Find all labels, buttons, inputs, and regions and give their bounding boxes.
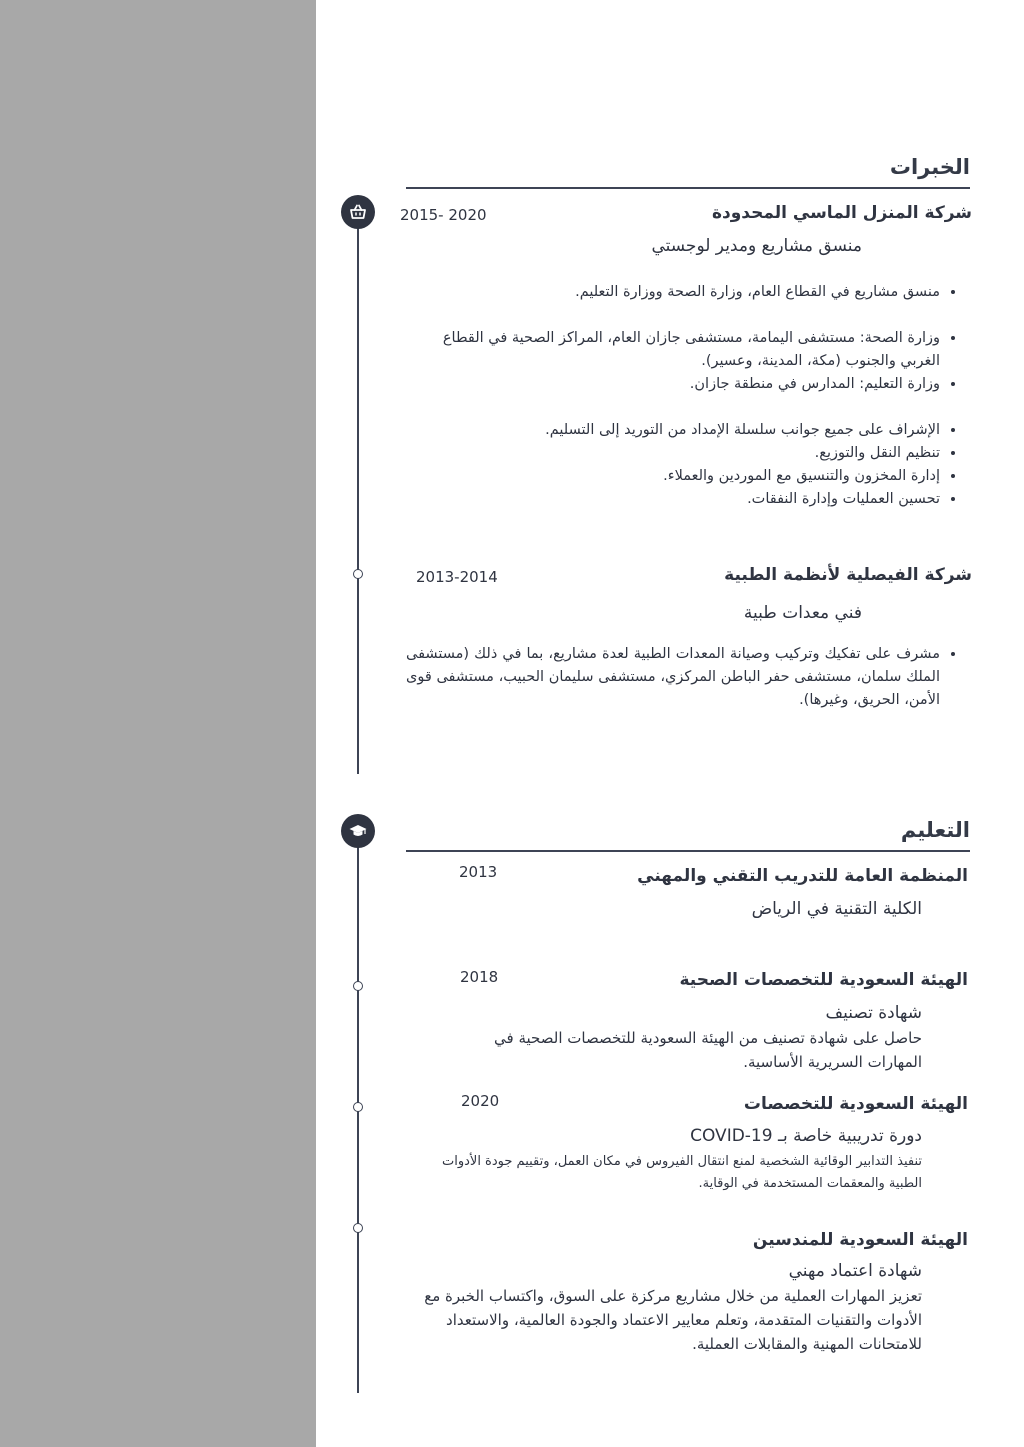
- education-subtitle: شهادة اعتماد مهني: [788, 1261, 922, 1281]
- timeline-dot: [353, 569, 363, 579]
- education-description: حاصل على شهادة تصنيف من الهيئة السعودية للتخصصات الصحية في المهارات السريرية الأساسية.: [494, 1029, 922, 1071]
- job-dates: 2015- 2020: [400, 206, 487, 224]
- graduation-cap-icon: [348, 821, 368, 841]
- experience-timeline: [357, 212, 359, 774]
- timeline-dot: [353, 1102, 363, 1112]
- education-cap-icon: [341, 814, 375, 848]
- shopping-basket-icon: [348, 202, 368, 222]
- list-item: • مشرف على تفكيك وتركيب وصيانة المعدات الطبية لعدة مشاريع، بما في ذلك (مستشفى الملك سلمان، مستشفى حفر الباطن المركزي، مستشفى سليمان الحبيب، مستشفى قوى الأمن، الحريق، وغيرها).: [406, 643, 940, 712]
- job-dates: 2013-2014: [416, 568, 498, 586]
- job-bullets: [406, 281, 960, 511]
- education-year: 2018: [460, 968, 499, 986]
- job-bullets: [406, 643, 960, 712]
- experience-divider: [406, 187, 970, 189]
- education-org: المنظمة العامة للتدريب التقني والمهني: [637, 866, 968, 886]
- list-item: • وزارة التعليم: المدارس في منطقة جازان.: [406, 373, 940, 396]
- list-item: • منسق مشاريع في القطاع العام، وزارة الصحة ووزارة التعليم.: [406, 281, 940, 304]
- list-item: • إدارة المخزون والتنسيق مع الموردين والعملاء.: [406, 465, 940, 488]
- experience-basket-icon: [341, 195, 375, 229]
- job-role: فني معدات طبية: [743, 603, 862, 623]
- experience-section-title: الخبرات: [889, 155, 970, 179]
- timeline-dot: [353, 981, 363, 991]
- job-role: منسق مشاريع ومدير لوجستي: [651, 236, 862, 256]
- job-company: شركة المنزل الماسي المحدودة: [711, 203, 972, 223]
- education-description: تعزيز المهارات العملية من خلال مشاريع مركزة على السوق، واكتساب الخبرة مع الأدوات والتقنيات المتقدمة، وتعلم معايير الاعتماد والجودة العالمية، والاستعداد للامتحانات المهنية والمقابلات العملية.: [424, 1287, 922, 1353]
- education-org: الهيئة السعودية للتخصصات: [743, 1094, 968, 1114]
- job-company: شركة الفيصلية لأنظمة الطبية: [724, 565, 972, 585]
- timeline-dot: [353, 1223, 363, 1233]
- education-subtitle: دورة تدريبية خاصة بـ COVID-19: [690, 1126, 922, 1146]
- education-divider: [406, 850, 970, 852]
- list-item: • الإشراف على جميع جوانب سلسلة الإمداد من التوريد إلى التسليم.: [406, 419, 940, 442]
- education-org: الهيئة السعودية للمندسين: [752, 1230, 968, 1250]
- education-section-title: التعليم: [900, 818, 970, 842]
- education-description: تنفيذ التدابير الوقائية الشخصية لمنع انتقال الفيروس في مكان العمل، وتقييم جودة الأدوات الطبية والمعقمات المستخدمة في الوقاية.: [441, 1154, 922, 1191]
- education-year: 2020: [461, 1092, 500, 1110]
- list-item: • وزارة الصحة: مستشفى اليمامة، مستشفى جازان العام، المراكز الصحية في القطاع الغربي والجنوب (مكة، المدينة، وعسير).: [406, 327, 940, 373]
- list-item: • تنظيم النقل والتوزيع.: [406, 442, 940, 465]
- list-item: • تحسين العمليات وإدارة النفقات.: [406, 488, 940, 511]
- education-year: 2013: [459, 863, 498, 881]
- left-sidebar: [0, 0, 316, 1447]
- education-subtitle: شهادة تصنيف: [825, 1003, 922, 1023]
- education-subtitle: الكلية التقنية في الرياض: [751, 899, 922, 919]
- education-org: الهيئة السعودية للتخصصات الصحية: [679, 970, 968, 990]
